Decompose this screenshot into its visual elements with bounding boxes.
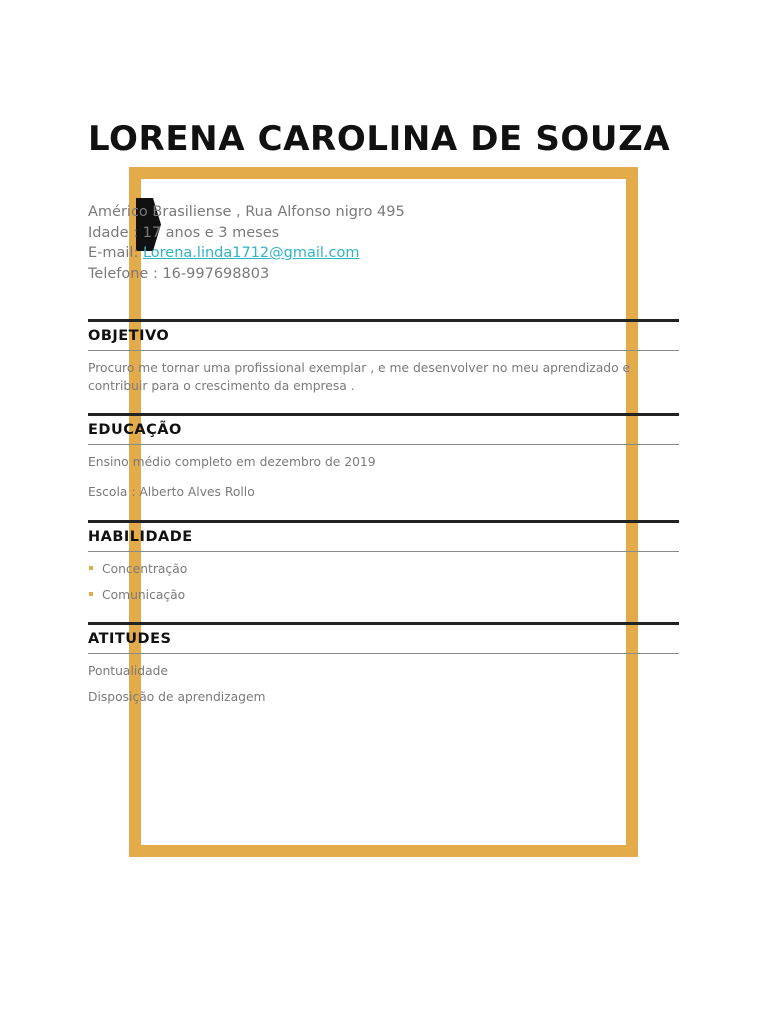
section-underline — [88, 551, 679, 552]
section-habilidade — [88, 520, 679, 612]
bullet-square-icon — [89, 566, 93, 570]
objetivo-text: Procuro me tornar uma profissional exemplar , e me desenvolver no meu aprendizado e contribuir para o crescimento da empresa . — [88, 361, 631, 393]
age-line: Idade : 17 anos e 3 meses — [88, 224, 280, 241]
section-underline — [88, 444, 679, 445]
section-title-objetivo: OBJETIVO — [88, 328, 170, 344]
section-educacao — [88, 413, 679, 501]
section-title-habilidade: HABILIDADE — [88, 529, 193, 545]
educacao-line-1: Ensino médio completo em dezembro de 2019 — [88, 455, 376, 469]
list-item — [88, 586, 679, 612]
section-underline — [88, 350, 679, 351]
skill-label: Concentração — [102, 562, 188, 576]
phone-line: Telefone : 16-997698803 — [88, 265, 270, 282]
section-title-educacao: EDUCAÇÃO — [88, 422, 182, 438]
atitudes-line-2: Disposição de aprendizagem — [88, 690, 266, 704]
list-item — [88, 560, 679, 586]
contact-info — [88, 202, 405, 284]
section-objetivo — [88, 319, 679, 395]
skill-label: Comunicação — [102, 588, 186, 602]
email-link[interactable]: Lorena.linda1712@gmail.com — [142, 245, 360, 261]
email-line — [88, 243, 405, 264]
bullet-square-icon — [89, 592, 93, 596]
address-line: Américo Brasiliense , Rua Alfonso nigro 495 — [88, 204, 405, 220]
educacao-line-2: Escola : Alberto Alves Rollo — [88, 485, 255, 499]
resume-name: LORENA CAROLINA DE SOUZA — [88, 119, 671, 159]
email-label: E-mail: — [88, 245, 143, 261]
section-title-atitudes: ATITUDES — [88, 631, 172, 647]
section-underline — [88, 653, 679, 654]
atitudes-line-1: Pontualidade — [88, 664, 168, 678]
skills-list — [88, 560, 679, 612]
section-atitudes — [88, 622, 679, 706]
